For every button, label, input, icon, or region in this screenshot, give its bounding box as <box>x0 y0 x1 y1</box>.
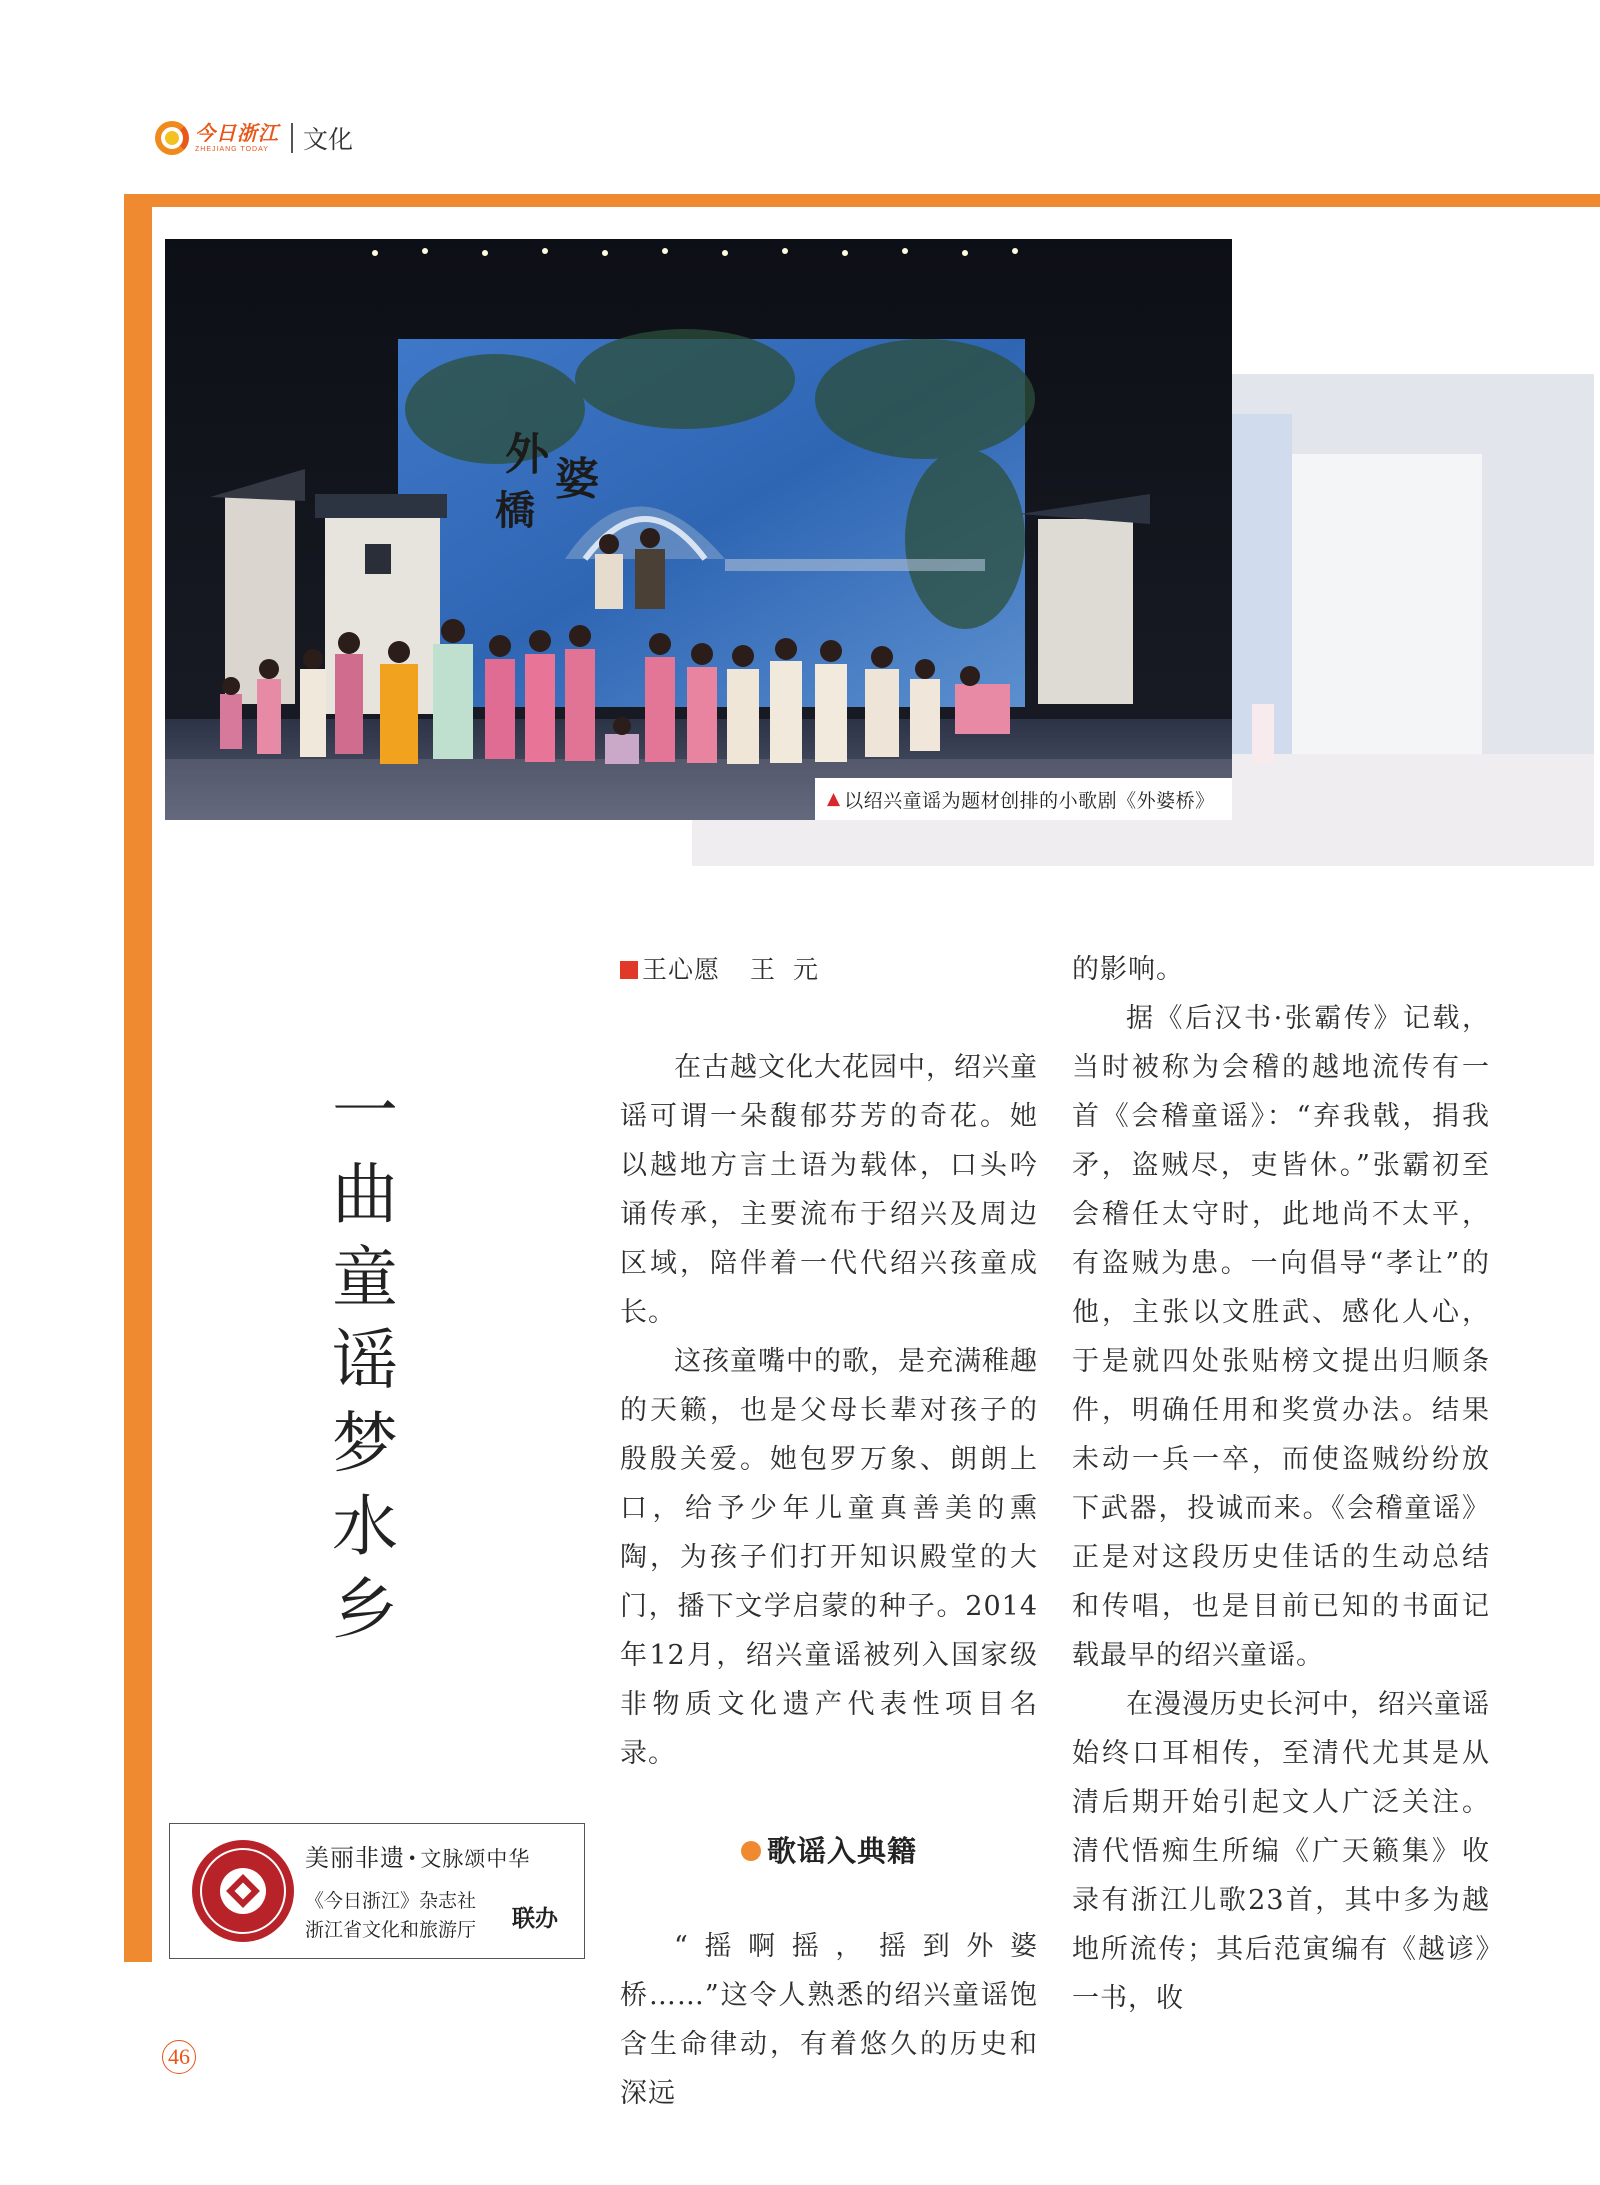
paragraph-continuation: 的影响。 <box>1072 954 1184 985</box>
partner-org: 浙江省文化和旅游厅 <box>305 1919 477 1941</box>
text-column-1 <box>620 945 1038 2118</box>
svg-text:橋: 橋 <box>495 487 535 534</box>
author-name: 王元 <box>750 955 837 984</box>
subheading-text: 歌谣入典籍 <box>766 1833 917 1868</box>
title-char: 乡 <box>332 1571 398 1648</box>
title-char: 水 <box>332 1488 398 1565</box>
title-char: 梦 <box>332 1405 398 1482</box>
slogan-part: 美丽非遗 <box>305 1844 405 1872</box>
text-column-2 <box>1072 945 1490 2023</box>
title-char: 童 <box>332 1239 398 1316</box>
page-number: 46 <box>162 2040 196 2074</box>
frame-top-bar <box>124 194 1600 207</box>
paragraph: 在漫漫历史长河中，绍兴童谣始终口耳相传，至清代尤其是从清后期开始引起文人广泛关注。清代悟痴生所编《广天籁集》收录有浙江儿歌23首，其中多为越地所流传；其后范寅编有《越谚》一书，收 <box>1072 1689 1490 2014</box>
partner-slogan: 美丽非遗 · 文脉颂中华 <box>305 1843 531 1872</box>
photo-caption <box>815 778 1232 820</box>
masthead <box>155 118 353 158</box>
byline-square-icon <box>620 961 638 979</box>
section-label: 文化 <box>303 125 354 154</box>
paragraph: 在古越文化大花园中，绍兴童谣可谓一朵馥郁芬芳的奇花。她以越地方言土语为载体，口头吟诵传承，主要流布于绍兴及周边区域，陪伴着一代代绍兴孩童成长。 <box>620 1052 1038 1328</box>
paragraph: 这孩童嘴中的歌，是充满稚趣的天籁，也是父母长辈对孩子的殷殷关爱。她包罗万象、朗朗上口，给予少年儿童真善美的熏陶，为孩子们打开知识殿堂的大门，播下文学启蒙的种子。2014年12月，绍兴童谣被列入国家级非物质文化遗产代表性项目名录。 <box>620 1346 1038 1769</box>
subheading <box>620 1802 1038 1900</box>
author-name: 王心愿 <box>642 955 721 984</box>
logo <box>195 123 279 153</box>
caption-text: 以绍兴童谣为题材创排的小歌剧《外婆桥》 <box>844 789 1215 812</box>
paragraph: 据《后汉书·张霸传》记载，当时被称为会稽的越地流传有一首《会稽童谣》：“弃我戟，捐我矛，盗贼尽，吏皆休。”张霸初至会稽任太守时，此地尚不太平，有盗贼为患。一向倡导“孝让”的他，主张以文胜武、感化人心，于是就四处张贴榜文提出归顺条件，明确任用和奖赏办法。结果未动一兵一卒，而使盗贼纷纷放下武器，投诚而来。《会稽童谣》正是对这段历史佳话的生动总结和传唱，也是目前已知的书面记载最早的绍兴童谣。 <box>1072 1003 1490 1671</box>
partner-joint-label: 联办 <box>512 1906 558 1932</box>
byline <box>620 945 1038 994</box>
slogan-part: 文脉颂中华 <box>420 1847 531 1871</box>
partner-org: 《今日浙江》杂志社 <box>305 1890 477 1912</box>
article-title <box>320 1070 410 1651</box>
title-char: 曲 <box>332 1156 398 1233</box>
logo-icon <box>155 121 189 155</box>
partnership-box <box>169 1823 585 1959</box>
subheading-dot-icon <box>741 1841 761 1861</box>
title-char: 谣 <box>332 1322 398 1399</box>
svg-text:外: 外 <box>505 429 549 480</box>
heritage-seal-icon <box>192 1840 294 1942</box>
header-divider <box>291 123 293 153</box>
paragraph: “摇啊摇，摇到外婆桥……”这令人熟悉的绍兴童谣饱含生命律动，有着悠久的历史和深远 <box>620 1931 1038 2109</box>
svg-text:婆: 婆 <box>555 454 599 505</box>
caption-triangle-icon: ▲ <box>827 789 841 809</box>
logo-subtitle: ZHEJIANG TODAY <box>195 146 269 153</box>
logo-title: 今日浙江 <box>195 121 279 145</box>
title-char: 一 <box>332 1073 398 1150</box>
stage-photo <box>165 239 1232 820</box>
frame-left-bar <box>124 194 152 1962</box>
